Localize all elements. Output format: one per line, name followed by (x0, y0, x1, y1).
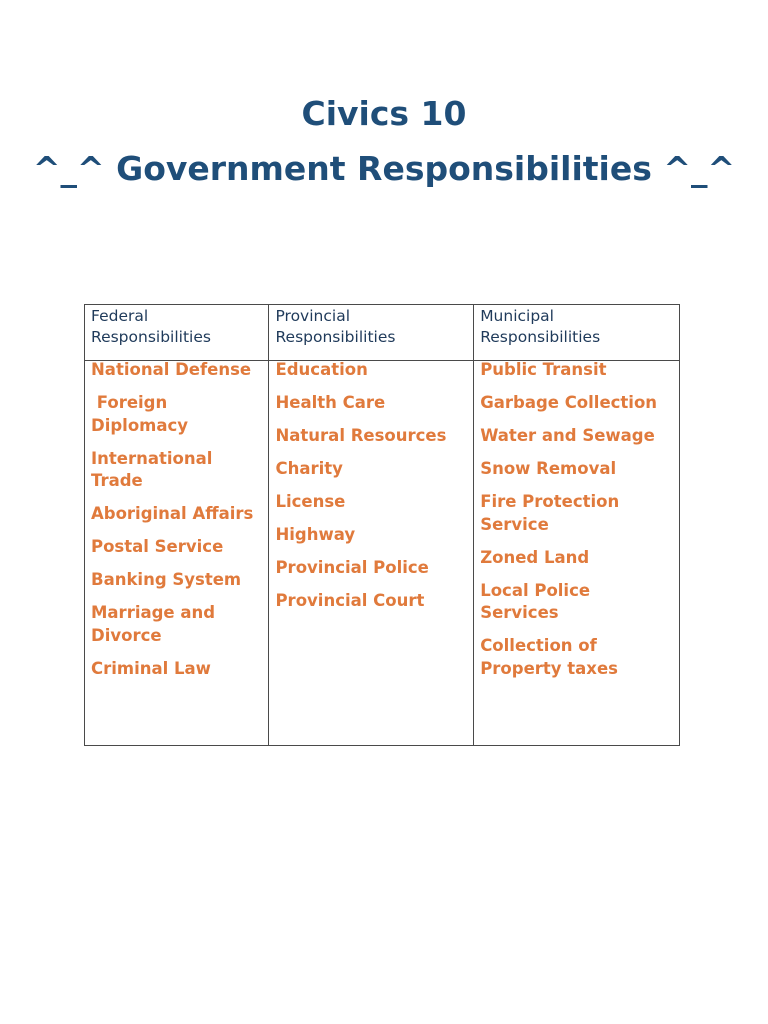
municipal-list (480, 359, 673, 680)
list-item: Criminal Law (91, 658, 211, 678)
responsibilities-table (84, 304, 680, 746)
list-item: Snow Removal (480, 459, 617, 478)
list-item: Foreign Diplomacy (91, 393, 189, 435)
list-item: Water and Sewage (480, 426, 655, 445)
provincial-list (275, 359, 467, 613)
list-item: Marriage and Divorce (91, 603, 221, 645)
table-row (85, 361, 680, 746)
table-header-row (85, 305, 680, 361)
list-item: Garbage Collection (480, 393, 658, 412)
list-item: Zoned Land (480, 547, 590, 567)
federal-cell (85, 361, 269, 746)
list-item: International Trade (91, 448, 219, 490)
list-item: Aboriginal Affairs (91, 504, 254, 523)
list-item: License (275, 492, 346, 511)
federal-list (91, 359, 262, 680)
list-item: Education (275, 360, 368, 379)
list-item: Banking System (91, 570, 242, 589)
header-municipal: Municipal Responsibilities (474, 305, 680, 361)
document-subtitle: ^_^ Government Responsibilities ^_^ (32, 149, 736, 188)
list-item: Local Police Services (480, 580, 596, 622)
list-item: Provincial Court (275, 591, 425, 610)
list-item: Provincial Police (275, 558, 429, 577)
header-federal: Federal Responsibilities (85, 305, 269, 361)
header-provincial: Provincial Responsibilities (269, 305, 474, 361)
list-item: National Defense (91, 360, 252, 379)
document-title: Civics 10 (301, 94, 467, 133)
list-item: Fire Protection Service (480, 492, 625, 534)
list-item: Natural Resources (275, 426, 447, 445)
list-item: Highway (275, 525, 356, 544)
list-item: Collection of Property taxes (480, 636, 618, 678)
list-item: Charity (275, 459, 343, 478)
list-item: Postal Service (91, 537, 224, 556)
municipal-cell (474, 361, 680, 746)
list-item: Health Care (275, 393, 386, 412)
provincial-cell (269, 361, 474, 746)
list-item: Public Transit (480, 360, 607, 379)
